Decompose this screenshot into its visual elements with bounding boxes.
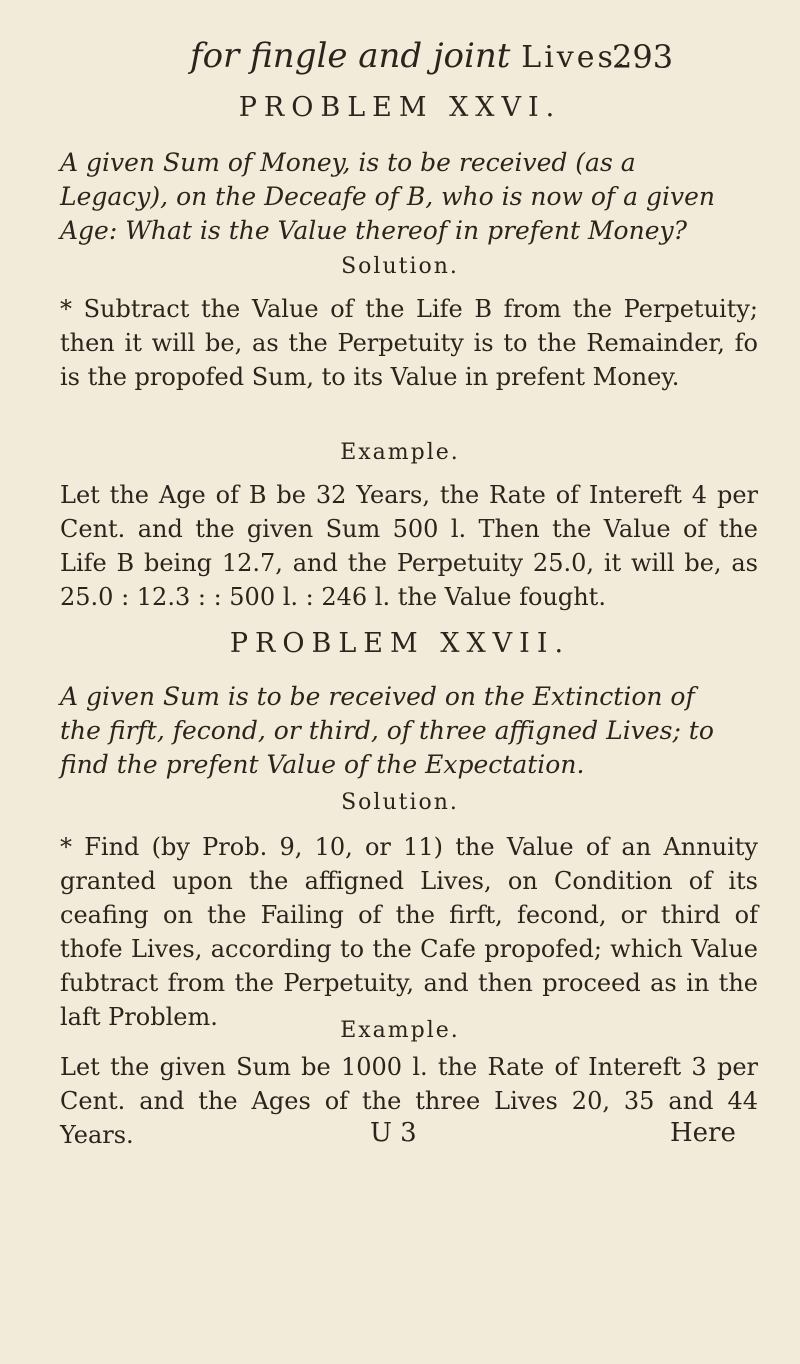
- catchword: Here: [670, 1118, 736, 1148]
- running-head-title: for fingle and joint: [190, 36, 511, 76]
- running-head-caps: Lives.: [521, 40, 629, 75]
- problem-26-example-text: Let the Age of B be 32 Years, the Rate of Intereft 4 per Cent. and the given Sum 500 l. Then the Value of the Life B being 12.7, and the Perpetuity 25.0, it will be, as 25.0 : 12.3 : : 500 l. : 246 l. the Value fought.: [60, 481, 758, 611]
- problem-26-statement: A given Sum of Money, is to be received (as a Legacy), on the Deceafe of B, who is now of a given Age: What is the Value thereof in prefent Money?: [60, 148, 716, 245]
- problem-27-statement: A given Sum is to be received on the Extinction of the firft, fecond, or third, of three affigned Lives; to find the prefent Value of the Expectation.: [60, 682, 714, 779]
- signature-mark: U 3: [370, 1118, 417, 1148]
- problem-27-example-label: Example.: [340, 1018, 460, 1043]
- problem-26-heading: PROBLEM XXVI.: [238, 92, 562, 123]
- problem-27-example-text: Let the given Sum be 1000 l. the Rate of Intereft 3 per Cent. and the Ages of the three Lives 20, 35 and 44 Years.: [60, 1053, 758, 1149]
- problem-27-solution-label: Solution.: [341, 790, 459, 815]
- problem-27-heading: PROBLEM XXVII.: [229, 628, 571, 659]
- problem-26-example-label: Example.: [340, 440, 460, 465]
- problem-26-solution-label: Solution.: [341, 254, 459, 279]
- problem-26-solution-text: * Subtract the Value of the Life B from the Perpetuity; then it will be, as the Perpetuity is to the Remainder, fo is the propofed Sum, to its Value in prefent Money.: [60, 295, 758, 391]
- running-head: [190, 36, 670, 76]
- problem-27-solution-text: * Find (by Prob. 9, 10, or 11) the Value of an Annuity granted upon the affigned Lives, on Condition of its ceafing on the Failing of the firft, fecond, or third of thofe Lives, according to the Cafe propofed; which Value fubtract from the Perpetuity, and then proceed as in the laft Problem.: [60, 833, 758, 1031]
- page-number: 293: [612, 38, 674, 76]
